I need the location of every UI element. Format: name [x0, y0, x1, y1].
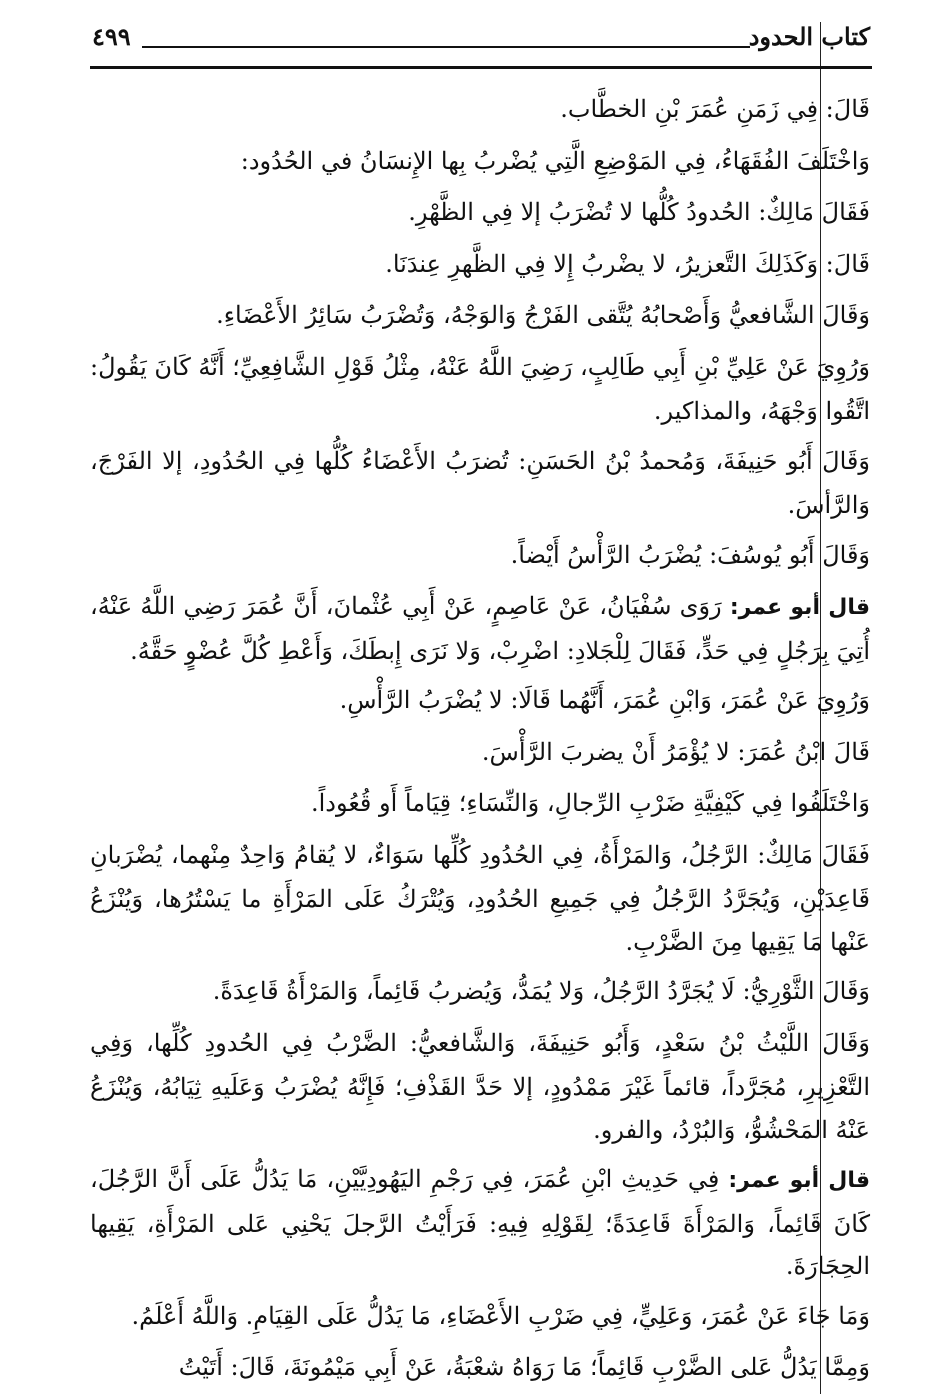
paragraph-text: فَقَالَ مَالِكٌ: الرَّجُلُ، وَالمَرْأَةُ، فِي الحُدُودِ كُلِّها سَوَاءٌ، لا يُقامُ وَاحِدٌ مِنْهما، يُضْرَبانِ قَاعِدَيْنِ، وَيُجَرَّدُ الرَّجُلُ فِي جَمِيعِ الحُدُودِ، وَيُتْرَكُ عَلَى المَرْأَةِ ما يَسْتُرُها، وَيُنْزَعُ عَنْها مَا يَقِيها مِنَ الضَّرْبِ.: [90, 840, 870, 956]
page-body: [90, 88, 870, 1388]
paragraph-text: قَالَ: وَكَذَلِكَ التَّعزيرُ، لا يضْربُ إِلا فِي الظَّهرِ عِندَنَا.: [385, 249, 870, 278]
paragraph-text: وَقَالَ أَبُو يُوسُفَ: يُضْرَبُ الرَّأْسُ أَيْضاً.: [510, 540, 870, 569]
header-leader-line: [142, 46, 750, 48]
header-rule: [90, 66, 872, 69]
paragraph-lead: قال أبو عمر:: [728, 1168, 870, 1193]
paragraph-text: وَاخْتَلَفَ الفُقَهَاءُ، فِي المَوْضِعِ الَّتِي يُضْربُ بِها الإِنسَانُ في الحُدُود:: [240, 146, 870, 175]
paragraph-text: وَقَالَ أَبُو حَنِيفَةَ، وَمُحمدُ بْنُ الحَسَنِ: تُضرَبُ الأَعْضَاءُ كُلُّها فِي الحُدُودِ، إلا الفَرْجَ، وَالرَّأسَ.: [90, 446, 870, 519]
paragraph: [90, 440, 870, 527]
paragraph: [90, 585, 870, 672]
paragraph: [90, 243, 870, 288]
paragraph: [90, 1295, 870, 1340]
paragraph-text: فِي حَدِيثِ ابْنِ عُمَرَ، فِي رَجْمِ اليَهُودِيَّيْنِ، مَا يَدُلُّ عَلَى أَنَّ الرَّجُلَ، كَانَ قَائِماً، وَالمَرْأَةَ قَاعِدَةً؛ لِقَوْلِهِ فِيهِ: فَرَأَيْتُ الرَّجلَ يَحْنِي عَلى المَرْأَةِ، يَقِيها الحِجَارَةَ.: [90, 1165, 870, 1280]
paragraph: [90, 294, 870, 339]
paragraph: [90, 140, 870, 185]
paragraph-text: وَاخْتَلَفُوا فِي كَيْفِيَّةِ ضَرْبِ الرِّجالِ، وَالنِّسَاءِ؛ قِيَاماً أَو قُعُوداً.: [310, 789, 870, 817]
paragraph: [90, 88, 870, 133]
paragraph-text: وَرُوِيَ عَنْ عُمَرَ، وَابْنِ عُمَرَ، أَنَّهُما قَالَا: لا يُضْرَبُ الرَّأْسِ.: [339, 686, 870, 714]
paragraph: [90, 970, 870, 1015]
page-header: [90, 18, 870, 62]
paragraph: [90, 534, 870, 579]
paragraph-text: وَقَالَ الشَّافعيُّ وَأَصْحابُهُ يُتَّقى الفَرْجُ وَالوَجْهُ، وَتُضْرَبُ سَائِرُ الأَعْضَاءِ.: [216, 301, 870, 329]
paragraph: [90, 731, 870, 776]
paragraph: [90, 834, 870, 964]
paragraph-text: وَمَا جَاءَ عَنْ عُمَرَ، وَعَلِيٍّ، فِي ضَرْبِ الأَعْضَاءِ، مَا يَدُلُّ عَلَى القِيَامِ. وَاللَّهُ أَعْلَمُ.: [131, 1301, 870, 1330]
paragraph-text: وَمِمَّا يَدُلُّ عَلى الضَّرْبِ قَائِماً؛ مَا رَوَاهُ شعْبَةُ، عَنْ أَبِي مَيْمُونَةَ، قَالَ: أَتَيْتُ: [178, 1353, 870, 1381]
paragraph: [90, 1346, 870, 1391]
paragraph-text: فَقَالَ مَالِكٌ: الحُدودُ كُلُّها لا تُضْرَبُ إلا فِي الظَّهْرِ.: [408, 198, 870, 226]
paragraph-text: وَقَالَ الثَّوْرِيُّ: لَا يُجَرَّدُ الرَّجُلُ، وَلا يُمَدُّ، وَيُضربُ قَائِماً، وَالمَرْأَةُ قَاعِدَةً.: [212, 977, 870, 1005]
paragraph-text: وَقَالَ اللَّيْثُ بْنُ سَعْدٍ، وَأَبُو حَنِيفَةَ، وَالشَّافعيُّ: الضَّرْبُ فِي الحُدودِ كُلِّها، وَفِي التَّعْزِيرِ، مُجَرَّداً، قائماً غَيْرَ مَمْدُودٍ، إلا حَدَّ القَذْفِ؛ فَإِنَّهُ يُضْرَبُ وَعَلَيهِ ثِيَابُهُ، وَيُنْزَعُ عَنْهُ المَحْشُوُّ، وَالبُرْدُ، والفرو.: [90, 1028, 870, 1144]
book-title: كتاب الحدود: [748, 22, 870, 51]
page-number: ٤٩٩: [92, 22, 131, 51]
paragraph-text: قَالَ: فِي زَمَنِ عُمَرَ بْنِ الخطَّاب.: [560, 95, 870, 123]
paragraph-text: وَرُوِيَ عَنْ عَلِيِّ بْنِ أَبِي طَالِبٍ، رَضِيَ اللَّهُ عَنْهُ، مِثْلُ قَوْلِ الشَّافِعِيِّ؛ أَنَّهُ كَانَ يَقُولُ: اتَّقُوا وَجْهَهُ، والمذاكير.: [90, 352, 870, 425]
paragraph: [90, 1158, 870, 1288]
paragraph: [90, 191, 870, 236]
paragraph-lead: قال أبو عمر:: [729, 595, 870, 620]
paragraph: [90, 1022, 870, 1152]
paragraph-text: قَالَ ابْنُ عُمَرَ: لا يُؤْمَرُ أَنْ يضربَ الرَّأْسَ.: [481, 737, 870, 766]
paragraph: [90, 679, 870, 724]
paragraph-text: رَوَى سُفْيَانُ، عَنْ عَاصِمٍ، عَنْ أَبِي عُثْمانَ، أَنَّ عُمَرَ رَضِي اللَّهُ عَنْهُ، أُتِيَ بِرَجُلٍ فِي حَدٍّ، فَقَالَ لِلْجَلادِ: اضْرِبْ، وَلا نَرَى إِبطَكَ، وَأَعْطِ كُلَّ عُضْوٍ حَقَّهُ.: [90, 592, 870, 665]
paragraph: [90, 346, 870, 433]
paragraph: [90, 782, 870, 827]
